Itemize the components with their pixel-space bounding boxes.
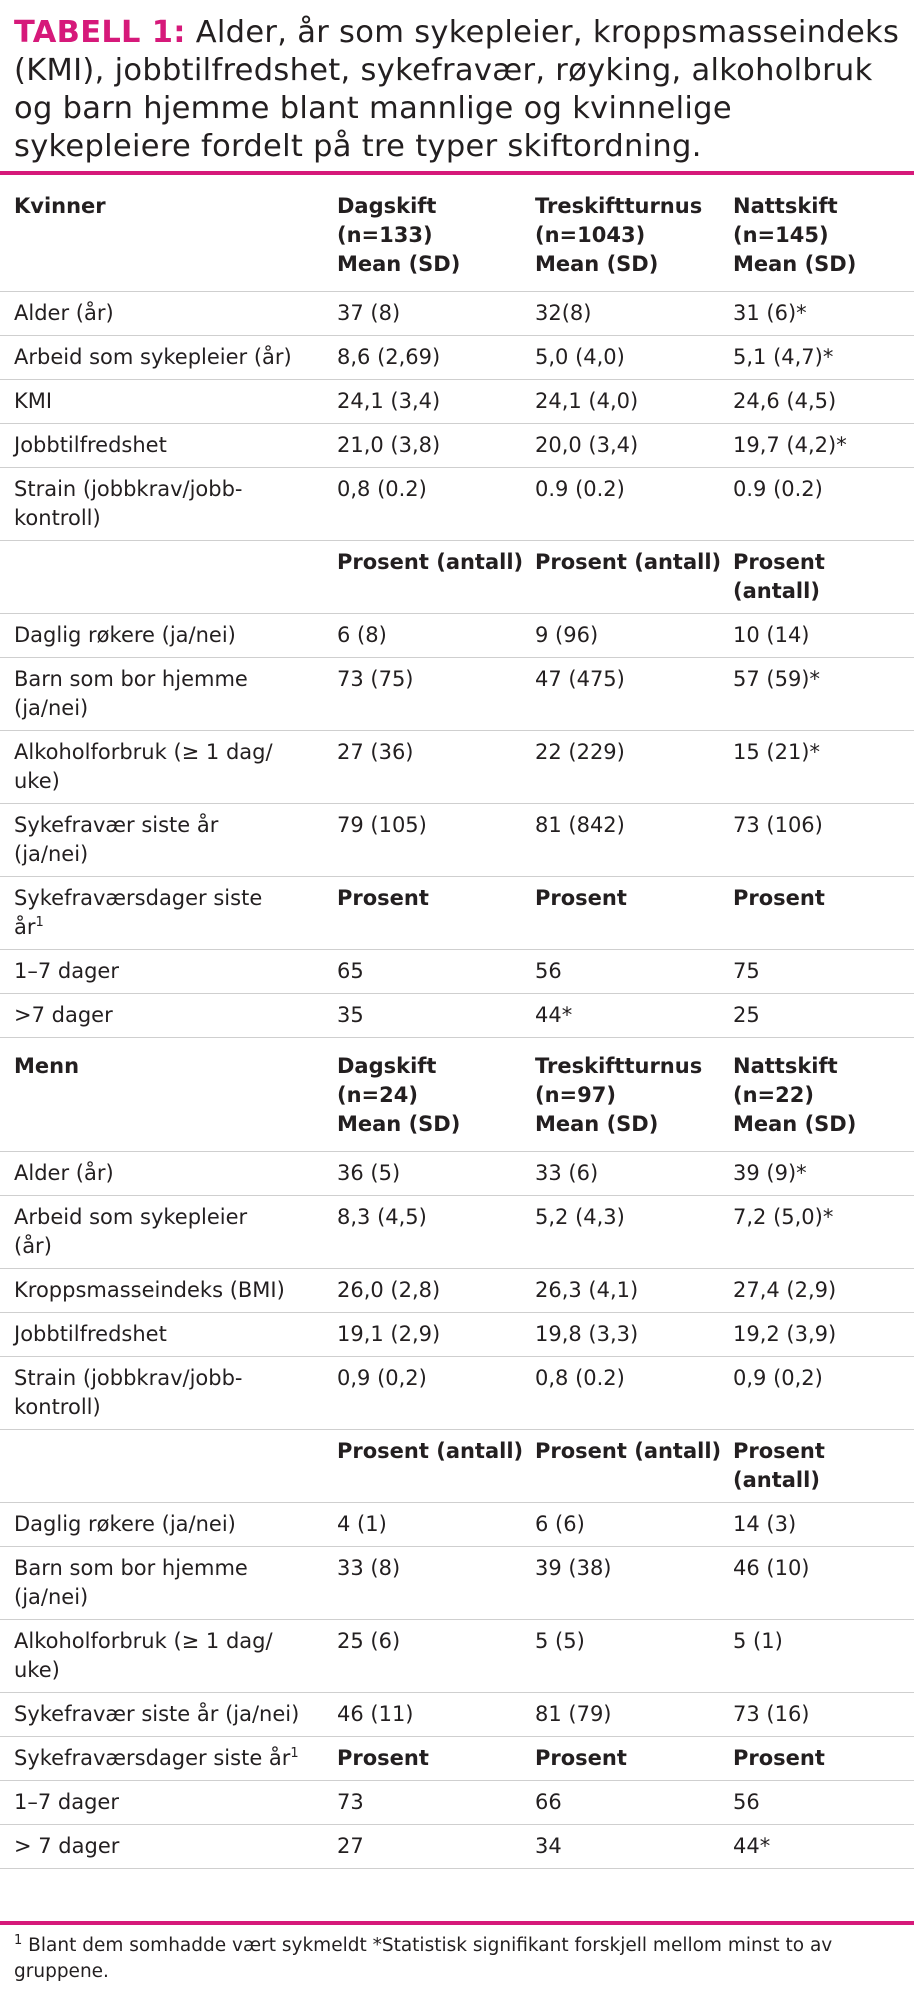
row-label bbox=[0, 1269, 327, 1313]
cell-value: Nattskift (n=145) Mean (SD) bbox=[733, 194, 857, 276]
table-cell bbox=[327, 1620, 525, 1693]
cell-value: 25 (6) bbox=[337, 1629, 401, 1653]
table-cell bbox=[327, 336, 525, 380]
cell-value: 0.9 (0.2) bbox=[733, 477, 823, 501]
table-cell bbox=[723, 1503, 914, 1547]
cell-value: 19,2 (3,9) bbox=[733, 1322, 837, 1346]
table-footnote bbox=[14, 1933, 894, 1985]
row-label-text: Jobbtilfredshet bbox=[14, 433, 167, 457]
table-cell bbox=[723, 1825, 914, 1869]
cell-value: 81 (79) bbox=[535, 1702, 612, 1726]
cell-value: Prosent (antall) bbox=[337, 550, 524, 574]
cell-value: 56 bbox=[535, 959, 562, 983]
table-row bbox=[0, 1152, 914, 1196]
row-label-text: Alkoholforbruk (≥ 1 dag/ uke) bbox=[14, 1629, 273, 1682]
row-label bbox=[0, 1620, 327, 1693]
table-cell bbox=[723, 804, 914, 877]
row-label bbox=[0, 658, 327, 731]
cell-value: 35 bbox=[337, 1003, 364, 1027]
cell-value: Treskiftturnus (n=97) Mean (SD) bbox=[535, 1054, 703, 1136]
table-cell bbox=[327, 1825, 525, 1869]
cell-value: 10 (14) bbox=[733, 623, 810, 647]
table-row bbox=[0, 1620, 914, 1693]
table-row bbox=[0, 292, 914, 336]
table-cell bbox=[525, 614, 723, 658]
row-label bbox=[0, 541, 327, 614]
table-cell bbox=[327, 731, 525, 804]
table-cell bbox=[525, 1038, 723, 1152]
table-cell bbox=[327, 1693, 525, 1737]
cell-value: 34 bbox=[535, 1834, 562, 1858]
table-row bbox=[0, 731, 914, 804]
table-cell bbox=[327, 1737, 525, 1781]
table-cell bbox=[327, 1038, 525, 1152]
table-cell bbox=[723, 877, 914, 950]
row-label-text: 1–7 dager bbox=[14, 959, 119, 983]
cell-value: Prosent bbox=[733, 1746, 825, 1770]
cell-value: Prosent (antall) bbox=[733, 550, 825, 603]
table-row bbox=[0, 1781, 914, 1825]
table-row bbox=[0, 468, 914, 541]
table-row bbox=[0, 1313, 914, 1357]
cell-value: 27 bbox=[337, 1834, 364, 1858]
table-cell bbox=[723, 541, 914, 614]
row-label-text: Strain (jobbkrav/jobb- kontroll) bbox=[14, 477, 243, 530]
table-cell bbox=[327, 1781, 525, 1825]
cell-value: 0.9 (0.2) bbox=[535, 477, 625, 501]
table-row bbox=[0, 994, 914, 1038]
table-row bbox=[0, 336, 914, 380]
row-label bbox=[0, 1430, 327, 1503]
table-cell bbox=[525, 1503, 723, 1547]
table-cell bbox=[525, 1430, 723, 1503]
row-label-text: Sykefravær siste år (ja/nei) bbox=[14, 813, 219, 866]
row-label bbox=[0, 178, 327, 292]
cell-value: Prosent (antall) bbox=[535, 1439, 722, 1463]
row-label bbox=[0, 336, 327, 380]
table-cell bbox=[525, 1196, 723, 1269]
table-cell bbox=[525, 336, 723, 380]
cell-value: 65 bbox=[337, 959, 364, 983]
cell-value: 26,3 (4,1) bbox=[535, 1278, 639, 1302]
table-cell bbox=[723, 1038, 914, 1152]
cell-value: 44* bbox=[733, 1834, 771, 1858]
cell-value: 4 (1) bbox=[337, 1512, 387, 1536]
cell-value: 27,4 (2,9) bbox=[733, 1278, 837, 1302]
table-cell bbox=[327, 658, 525, 731]
table-cell bbox=[723, 468, 914, 541]
cell-value: 27 (36) bbox=[337, 740, 414, 764]
table-cell bbox=[525, 1693, 723, 1737]
cell-value: 73 (106) bbox=[733, 813, 823, 837]
cell-value: 7,2 (5,0)* bbox=[733, 1205, 834, 1229]
row-label bbox=[0, 1152, 327, 1196]
table-cell bbox=[525, 994, 723, 1038]
table-cell bbox=[723, 950, 914, 994]
cell-value: 39 (9)* bbox=[733, 1161, 807, 1185]
cell-value: 66 bbox=[535, 1790, 562, 1814]
table-row bbox=[0, 1357, 914, 1430]
row-label bbox=[0, 1781, 327, 1825]
table-row bbox=[0, 1196, 914, 1269]
table-row bbox=[0, 1825, 914, 1869]
cell-value: 5 (5) bbox=[535, 1629, 585, 1653]
table-header-row bbox=[0, 1038, 914, 1152]
table-cell bbox=[723, 1313, 914, 1357]
table-body bbox=[0, 178, 914, 1869]
table-cell bbox=[525, 1152, 723, 1196]
table-cell bbox=[723, 292, 914, 336]
table-row bbox=[0, 1269, 914, 1313]
cell-value: 0,8 (0.2) bbox=[535, 1366, 625, 1390]
cell-value: 5,0 (4,0) bbox=[535, 345, 625, 369]
table-caption bbox=[14, 14, 904, 166]
row-label bbox=[0, 1825, 327, 1869]
table-cell bbox=[525, 1737, 723, 1781]
table-row bbox=[0, 614, 914, 658]
cell-value: 5,1 (4,7)* bbox=[733, 345, 834, 369]
row-label-text: Barn som bor hjemme (ja/nei) bbox=[14, 667, 248, 720]
row-label-text: Barn som bor hjemme (ja/nei) bbox=[14, 1556, 248, 1609]
table-cell bbox=[327, 950, 525, 994]
table-cell bbox=[723, 1547, 914, 1620]
table-cell bbox=[525, 1313, 723, 1357]
row-label bbox=[0, 994, 327, 1038]
row-label bbox=[0, 1196, 327, 1269]
cell-value: Treskiftturnus (n=1043) Mean (SD) bbox=[535, 194, 703, 276]
cell-value: Prosent (antall) bbox=[535, 550, 722, 574]
footnote-marker: 1 bbox=[35, 915, 44, 930]
cell-value: 73 bbox=[337, 1790, 364, 1814]
cell-value: 75 bbox=[733, 959, 760, 983]
table-cell bbox=[723, 994, 914, 1038]
table-cell bbox=[723, 1196, 914, 1269]
row-label bbox=[0, 424, 327, 468]
table-cell bbox=[723, 424, 914, 468]
table-bottom-divider bbox=[0, 1921, 914, 1925]
table-cell bbox=[723, 1620, 914, 1693]
cell-value: 56 bbox=[733, 1790, 760, 1814]
table-row bbox=[0, 1693, 914, 1737]
row-label-text: Menn bbox=[14, 1054, 80, 1078]
row-label-text: Jobbtilfredshet bbox=[14, 1322, 167, 1346]
table-cell bbox=[327, 614, 525, 658]
table-cell bbox=[525, 380, 723, 424]
row-label bbox=[0, 292, 327, 336]
row-label bbox=[0, 1357, 327, 1430]
table-cell bbox=[723, 380, 914, 424]
cell-value: 19,1 (2,9) bbox=[337, 1322, 441, 1346]
table-header-row bbox=[0, 178, 914, 292]
table-cell bbox=[525, 292, 723, 336]
cell-value: 36 (5) bbox=[337, 1161, 401, 1185]
table-cell bbox=[327, 468, 525, 541]
table-cell bbox=[327, 292, 525, 336]
row-label bbox=[0, 380, 327, 424]
row-label bbox=[0, 1038, 327, 1152]
table-cell bbox=[525, 468, 723, 541]
row-label-text: >7 dager bbox=[14, 1003, 113, 1027]
row-label bbox=[0, 877, 327, 950]
row-label-text: Daglig røkere (ja/nei) bbox=[14, 623, 236, 647]
cell-value: 33 (8) bbox=[337, 1556, 401, 1580]
table-cell bbox=[327, 1547, 525, 1620]
table-cell bbox=[723, 336, 914, 380]
cell-value: Nattskift (n=22) Mean (SD) bbox=[733, 1054, 857, 1136]
cell-value: 79 (105) bbox=[337, 813, 427, 837]
table-cell bbox=[327, 804, 525, 877]
row-label-text: 1–7 dager bbox=[14, 1790, 119, 1814]
cell-value: Prosent bbox=[535, 886, 627, 910]
row-label-text: KMI bbox=[14, 389, 53, 413]
cell-value: 46 (11) bbox=[337, 1702, 414, 1726]
row-label bbox=[0, 1547, 327, 1620]
cell-value: 21,0 (3,8) bbox=[337, 433, 441, 457]
cell-value: 6 (6) bbox=[535, 1512, 585, 1536]
cell-value: Prosent bbox=[733, 886, 825, 910]
cell-value: 57 (59)* bbox=[733, 667, 821, 691]
footnote-marker: 1 bbox=[14, 1932, 23, 1948]
table-cell bbox=[525, 1547, 723, 1620]
table-subheader-row bbox=[0, 877, 914, 950]
table-cell bbox=[327, 541, 525, 614]
table-cell bbox=[525, 541, 723, 614]
cell-value: 73 (16) bbox=[733, 1702, 810, 1726]
cell-value: Dagskift (n=133) Mean (SD) bbox=[337, 194, 461, 276]
row-label-text: Daglig røkere (ja/nei) bbox=[14, 1512, 236, 1536]
table-cell bbox=[525, 178, 723, 292]
table-cell bbox=[525, 424, 723, 468]
table-cell bbox=[327, 1503, 525, 1547]
cell-value: 14 (3) bbox=[733, 1512, 797, 1536]
table-cell bbox=[327, 994, 525, 1038]
cell-value: 73 (75) bbox=[337, 667, 414, 691]
cell-value: Prosent (antall) bbox=[733, 1439, 825, 1492]
cell-value: 46 (10) bbox=[733, 1556, 810, 1580]
table-row bbox=[0, 804, 914, 877]
table-row bbox=[0, 950, 914, 994]
row-label-text: Alder (år) bbox=[14, 301, 114, 325]
table-cell bbox=[525, 1781, 723, 1825]
cell-value: 8,3 (4,5) bbox=[337, 1205, 427, 1229]
cell-value: Prosent (antall) bbox=[337, 1439, 524, 1463]
row-label bbox=[0, 950, 327, 994]
row-label-text: Alder (år) bbox=[14, 1161, 114, 1185]
table-cell bbox=[525, 950, 723, 994]
row-label bbox=[0, 468, 327, 541]
cell-value: Dagskift (n=24) Mean (SD) bbox=[337, 1054, 461, 1136]
cell-value: 6 (8) bbox=[337, 623, 387, 647]
table-cell bbox=[327, 1430, 525, 1503]
table-cell bbox=[723, 1781, 914, 1825]
table-cell bbox=[327, 380, 525, 424]
table-cell bbox=[525, 1269, 723, 1313]
table-cell bbox=[327, 1196, 525, 1269]
cell-value: 15 (21)* bbox=[733, 740, 821, 764]
cell-value: 37 (8) bbox=[337, 301, 401, 325]
row-label-text: Sykefraværsdager siste år bbox=[14, 1746, 291, 1770]
cell-value: 8,6 (2,69) bbox=[337, 345, 441, 369]
footnote-text: Blant dem somhadde vært sykmeldt *Statistisk signifikant forskjell mellom minst to av gruppene. bbox=[14, 1935, 833, 1982]
cell-value: 26,0 (2,8) bbox=[337, 1278, 441, 1302]
table-cell bbox=[723, 614, 914, 658]
row-label bbox=[0, 804, 327, 877]
row-label bbox=[0, 731, 327, 804]
table-cell bbox=[327, 1357, 525, 1430]
table-row bbox=[0, 424, 914, 468]
row-label-text: Kroppsmasseindeks (BMI) bbox=[14, 1278, 285, 1302]
row-label-text: > 7 dager bbox=[14, 1834, 120, 1858]
table-cell bbox=[525, 804, 723, 877]
table-cell bbox=[327, 877, 525, 950]
cell-value: Prosent bbox=[337, 886, 429, 910]
row-label-text: Arbeid som sykepleier (år) bbox=[14, 345, 292, 369]
cell-value: 31 (6)* bbox=[733, 301, 807, 325]
table-row bbox=[0, 658, 914, 731]
table-cell bbox=[327, 1269, 525, 1313]
table-cell bbox=[327, 424, 525, 468]
table-row bbox=[0, 1547, 914, 1620]
row-label bbox=[0, 1693, 327, 1737]
cell-value: 33 (6) bbox=[535, 1161, 599, 1185]
table-cell bbox=[525, 731, 723, 804]
table-cell bbox=[723, 1737, 914, 1781]
table-row bbox=[0, 380, 914, 424]
caption-label: TABELL 1: bbox=[14, 15, 186, 50]
cell-value: 5 (1) bbox=[733, 1629, 783, 1653]
cell-value: 22 (229) bbox=[535, 740, 625, 764]
cell-value: 44* bbox=[535, 1003, 573, 1027]
cell-value: 24,1 (3,4) bbox=[337, 389, 441, 413]
table-cell bbox=[525, 1357, 723, 1430]
cell-value: 9 (96) bbox=[535, 623, 599, 647]
cell-value: 0,9 (0,2) bbox=[733, 1366, 823, 1390]
table-cell bbox=[723, 658, 914, 731]
row-label-text: Strain (jobbkrav/jobb- kontroll) bbox=[14, 1366, 243, 1419]
table-cell bbox=[327, 178, 525, 292]
table-cell bbox=[723, 1357, 914, 1430]
row-label-text: Sykefravær siste år (ja/nei) bbox=[14, 1702, 300, 1726]
table-cell bbox=[723, 1693, 914, 1737]
row-label-text: Sykefraværsdager siste år bbox=[14, 886, 263, 939]
row-label bbox=[0, 1503, 327, 1547]
table-subheader-row bbox=[0, 1737, 914, 1781]
row-label-text: Arbeid som sykepleier (år) bbox=[14, 1205, 248, 1258]
footnote-marker: 1 bbox=[290, 1746, 299, 1761]
cell-value: 25 bbox=[733, 1003, 760, 1027]
cell-value: 32(8) bbox=[535, 301, 592, 325]
table-cell bbox=[525, 1620, 723, 1693]
cell-value: Prosent bbox=[535, 1746, 627, 1770]
cell-value: 24,6 (4,5) bbox=[733, 389, 837, 413]
cell-value: 24,1 (4,0) bbox=[535, 389, 639, 413]
table-subheader-row bbox=[0, 541, 914, 614]
table-cell bbox=[723, 178, 914, 292]
table-cell bbox=[525, 877, 723, 950]
table-cell bbox=[327, 1152, 525, 1196]
row-label bbox=[0, 614, 327, 658]
table-row bbox=[0, 1503, 914, 1547]
table-subheader-row bbox=[0, 1430, 914, 1503]
table-cell bbox=[723, 731, 914, 804]
caption-divider bbox=[0, 171, 914, 175]
cell-value: 81 (842) bbox=[535, 813, 625, 837]
row-label bbox=[0, 1313, 327, 1357]
row-label-text: Kvinner bbox=[14, 194, 106, 218]
row-label-text: Alkoholforbruk (≥ 1 dag/ uke) bbox=[14, 740, 273, 793]
cell-value: 20,0 (3,4) bbox=[535, 433, 639, 457]
cell-value: 5,2 (4,3) bbox=[535, 1205, 625, 1229]
table-cell bbox=[723, 1269, 914, 1313]
cell-value: 39 (38) bbox=[535, 1556, 612, 1580]
cell-value: 19,7 (4,2)* bbox=[733, 433, 847, 457]
cell-value: 19,8 (3,3) bbox=[535, 1322, 639, 1346]
cell-value: Prosent bbox=[337, 1746, 429, 1770]
table-cell bbox=[723, 1152, 914, 1196]
table-cell bbox=[525, 1825, 723, 1869]
cell-value: 0,8 (0.2) bbox=[337, 477, 427, 501]
cell-value: 47 (475) bbox=[535, 667, 625, 691]
data-table bbox=[0, 178, 914, 1869]
table-cell bbox=[327, 1313, 525, 1357]
table-cell bbox=[525, 658, 723, 731]
caption-text: Alder, år som sykepleier, kroppsmasseindeks (KMI), jobbtilfredshet, sykefravær, røyking, alkoholbruk og barn hjemme blant mannlige og kvinnelige sykepleiere fordelt på tre typer skiftordning. bbox=[14, 15, 900, 164]
table-cell bbox=[723, 1430, 914, 1503]
row-label bbox=[0, 1737, 327, 1781]
cell-value: 0,9 (0,2) bbox=[337, 1366, 427, 1390]
